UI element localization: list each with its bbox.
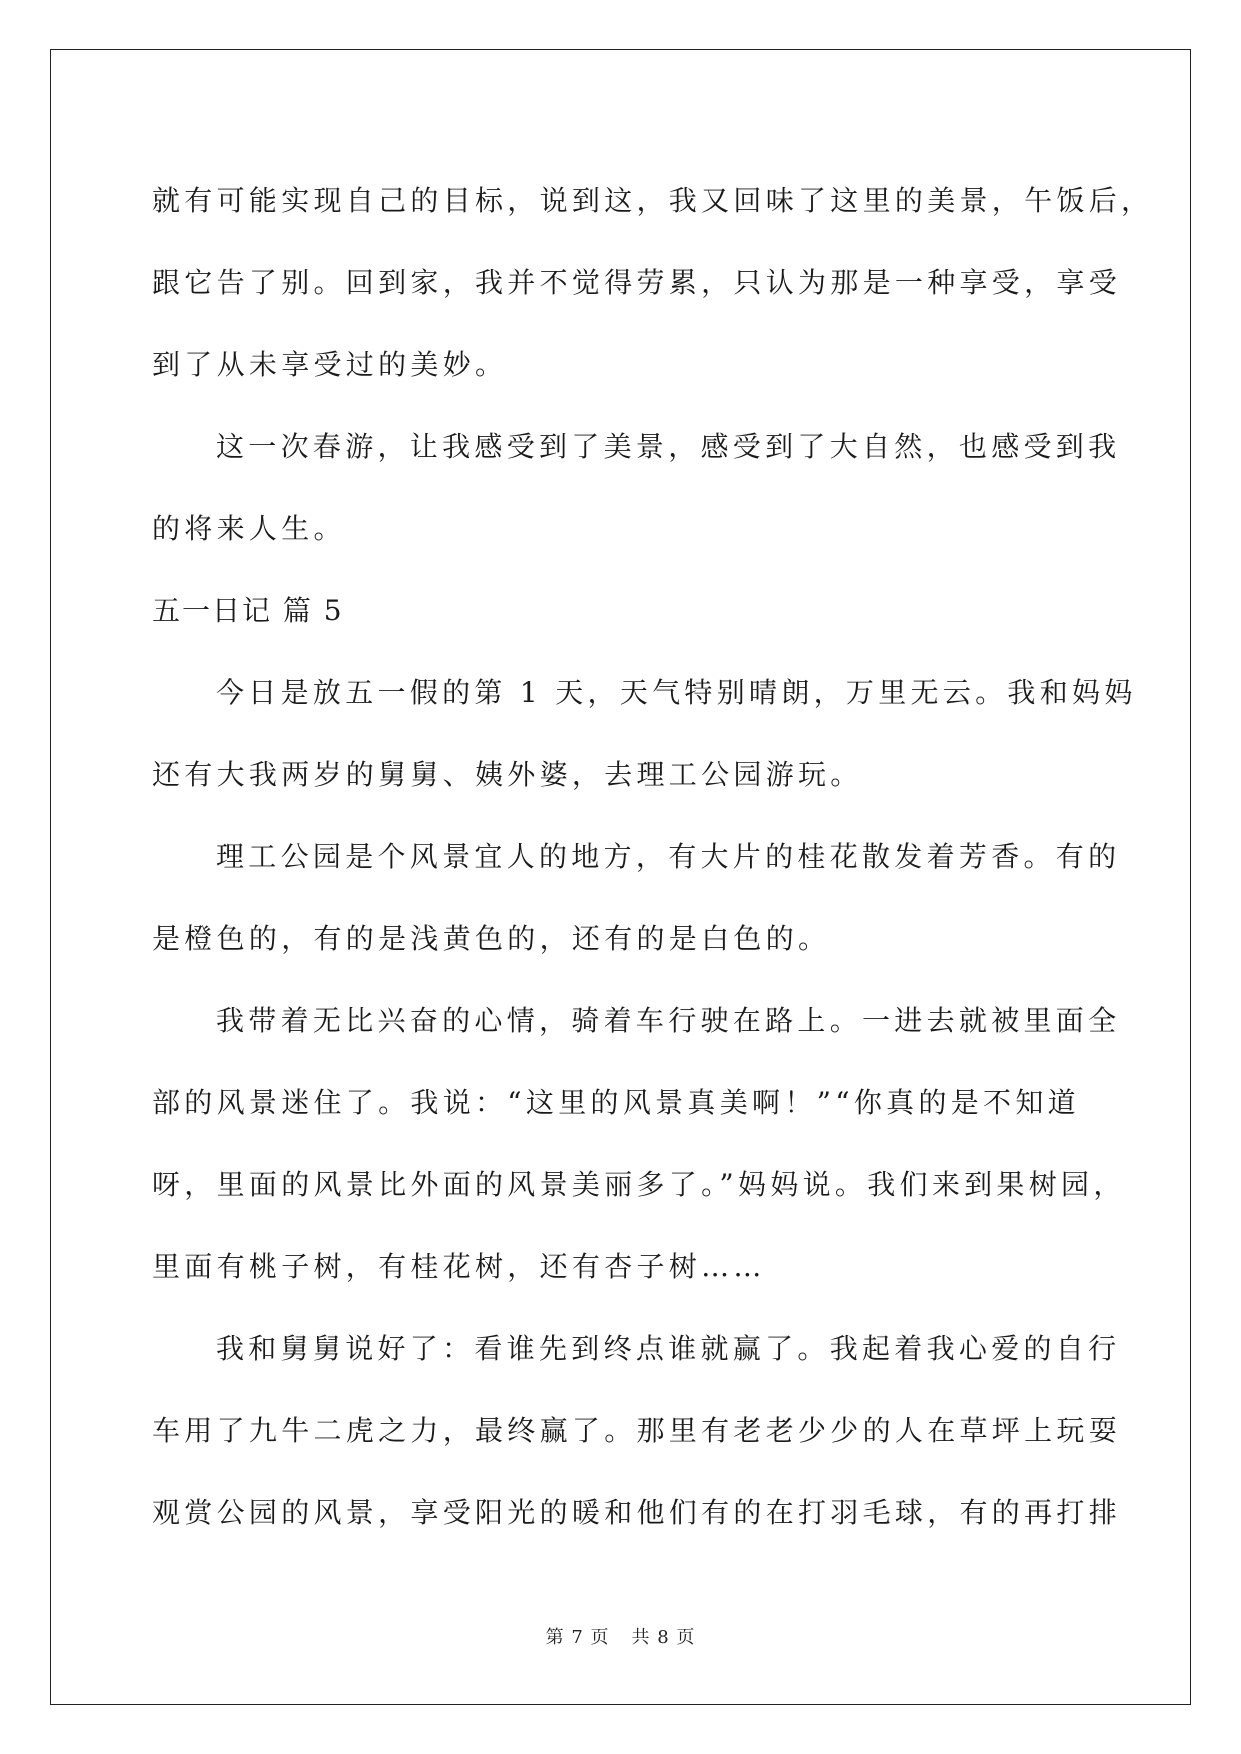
section-heading: 五一日记 篇 5	[152, 594, 344, 627]
text-line: 呀，里面的风景比外面的风景美丽多了。”妈妈说。我们来到果树园，	[152, 1168, 1126, 1201]
text-line: 就有可能实现自己的目标，说到这，我又回味了这里的美景，午饭后，	[152, 184, 1154, 217]
text-line: 的将来人生。	[152, 512, 346, 545]
text-line: 我带着无比兴奋的心情，骑着车行驶在路上。一进去就被里面全	[216, 1004, 1121, 1037]
text-line: 到了从未享受过的美妙。	[152, 348, 508, 381]
text-line: 今日是放五一假的第 1 天，天气特别晴朗，万里无云。我和妈妈	[216, 676, 1137, 709]
page-footer	[0, 1623, 1241, 1649]
text-line: 观赏公园的风景，享受阳光的暖和他们有的在打羽毛球，有的再打排	[152, 1496, 1122, 1529]
text-line: 里面有桃子树，有桂花树，还有杏子树……	[152, 1250, 766, 1283]
text-line: 跟它告了别。回到家，我并不觉得劳累，只认为那是一种享受，享受	[152, 266, 1122, 299]
text-line: 是橙色的，有的是浅黄色的，还有的是白色的。	[152, 922, 831, 955]
text-line: 还有大我两岁的舅舅、姨外婆，去理工公园游玩。	[152, 758, 863, 791]
page-number-total: 共 8 页	[631, 1627, 696, 1648]
text-line: 我和舅舅说好了：看谁先到终点谁就赢了。我起着我心爱的自行	[216, 1332, 1121, 1365]
text-line: 车用了九牛二虎之力，最终赢了。那里有老老少少的人在草坪上玩耍	[152, 1414, 1122, 1447]
text-line: 理工公园是个风景宜人的地方，有大片的桂花散发着芳香。有的	[216, 840, 1121, 873]
text-line: 部的风景迷住了。我说：“这里的风景真美啊！”“你真的是不知道	[152, 1086, 1080, 1119]
page-number-current: 第 7 页	[545, 1627, 610, 1648]
text-line: 这一次春游，让我感受到了美景，感受到了大自然，也感受到我	[216, 430, 1121, 463]
document-body	[152, 160, 1154, 1554]
